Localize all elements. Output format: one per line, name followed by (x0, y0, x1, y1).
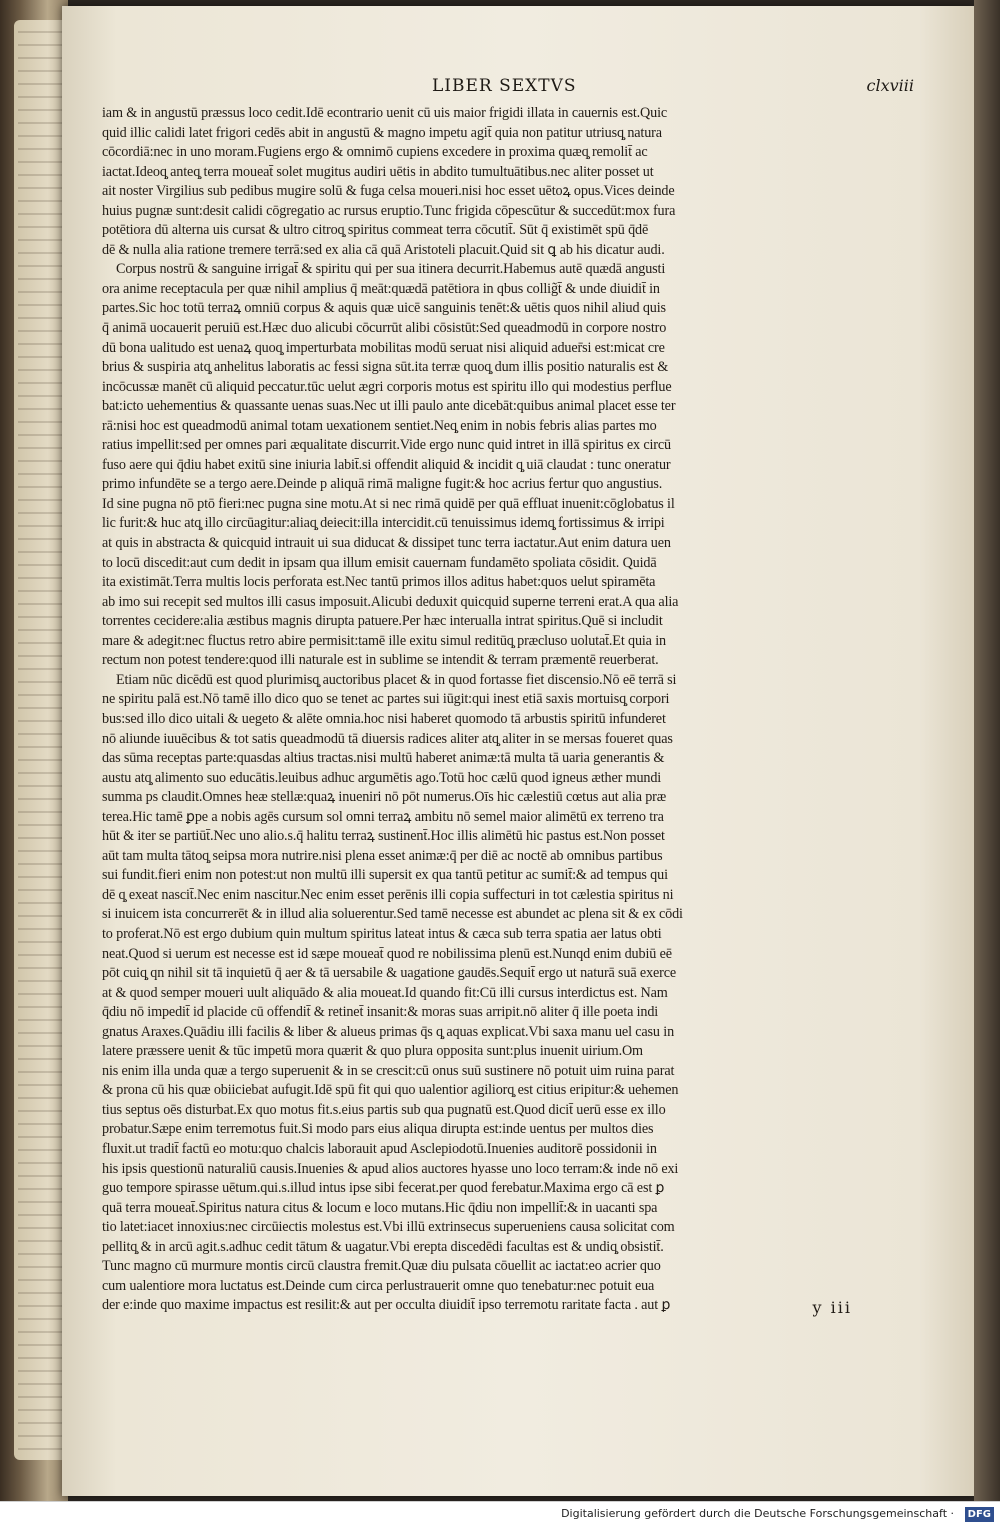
text-line: his ipsis questionū naturaliū causis.Inuenies & apud alios auctores hyasse uno loco terram:& inde nō exi (102, 1160, 679, 1177)
text-line: huius pugnæ sunt:desit calidi cōgregatio ac rursus eruptio.Tunc frigida cōpescūtur & succedūt:mox fura (102, 202, 676, 219)
text-line: at quis in abstracta & quicquid intrauit ui sua diducat & dissipet tunc terra iactatur.Aut enim datura uen (102, 535, 671, 552)
text-line: dē & nulla alia ratione tremere terrā:sed ex alia cā quā Aristoteli placuit.Quid sit ꝗ ab his dicatur audi. (102, 241, 665, 258)
text-line: probatur.Sæpe enim terremotus fuit.Si modo pars eius aliqua dirupta est:inde uentus per multos dies (102, 1121, 654, 1138)
text-line: ita existimāt.Terra multis locis perforata est.Nec tantū primos illos aditus habet:quos uelut spiramēta (102, 574, 656, 591)
signature-mark: y iii (812, 1298, 852, 1317)
text-line: Id sine pugna nō ptō fieri:nec pugna sine motu.At si nec rimā quidē per quā effluat inuenit:cōglobatus il (102, 495, 675, 512)
text-line: nō aliunde iuuēcibus & tot satis queadmodū tā diuersis radices aliter atq̧ aliter in se mersas foueret quas (102, 730, 673, 747)
text-line: sui fundit.fieri enim non potest:ut non multū illi supersit ex qua tantū petitur ac sumit̄:& ad tempus qui (102, 867, 668, 884)
text-line: hūt & iter se partiūt̄.Nec uno alio.s.q̄ halitu terraꝝ sustinent̄.Hoc illis alimētū hic pastus est.Non posset (102, 828, 665, 845)
text-line: pellitq̧ & in arcū agit.s.adhuc cedit tātum & uagatur.Vbi erepta discedēdi facultas est & undiq̧ obsistit̄. (102, 1238, 664, 1255)
text-line: gnatus Araxes.Quādiu illi facilis & liber & alueus primas q̄s q̧ aquas explicat.Vbi saxa manu uel casu in (102, 1023, 675, 1040)
text-line: neat.Quod si uerum est necesse est id sæpe moueat̄ quod re nobilissima plenū est.Nunqd enim dubiū eē (102, 945, 672, 962)
text-line: nis enim illa unda quæ a tergo superuenit & in se crescit:cū onus suū sustinere nō potuit uim ruina parat (102, 1062, 675, 1079)
text-line: partes.Sic hoc totū terraꝝ omniū corpus & aquis quæ uicē sanguinis tenēt:& uētis quos nihil aliud quis (102, 300, 666, 317)
text-block (102, 104, 912, 1316)
funding-notice: Digitalisierung gefördert durch die Deutsche Forschungsgemeinschaft · (561, 1507, 954, 1520)
text-line: to proferat.Nō est ergo dubium quin multum spiritus lateat intus & cæca sub terra spatia aer latus obti (102, 925, 662, 942)
folio-number: clxviii (866, 76, 914, 95)
text-line: guo tempore spirasse uētum.qui.s.illud intus ipse sibi fecerat.per quod ferebatur.Maxima ergo cā est ꝑ (102, 1180, 665, 1197)
text-line: das sūma receptas parte:quasdas altius tractas.nisi multū haberet animæ:tā multa tā uaria generantis & (102, 750, 665, 767)
text-line: aūt tam multa tātoq̧ seipsa mora nutrire.nisi plena esset animæ:q̄ per diē ac noctē ab omnibus partibus (102, 847, 663, 864)
text-line: latere præssere uenit & tūc impetū mora quærit & quo plura opposita sunt:plus inuenit uirium.Om (102, 1043, 643, 1060)
text-line: potētiora dū alterna uis cursat & ultro citroq̧ spiritus commeat terra cōcutit̄. Sūt q̄ existimēt spū q̄dē (102, 222, 649, 239)
text-line: ratius impellit:sed per omnes pari æqualitate discurrit.Vide ergo nunc quid intret in illā spiritus ex circū (102, 437, 671, 454)
text-line: rā:nisi hoc est queadmodū animal totam uexationem sentiet.Neq̧ enim in nobis febris alias partes mo (102, 417, 657, 434)
text-line: terea.Hic tamē ꝑpe a nobis agēs cursum sol omni terraꝝ ambitu nō semel maior alimētū ex terreno tra (102, 808, 664, 825)
text-line: iam & in angustū præssus loco cedit.Idē econtrario uenit cū uis maior frigidi illata in cauernis est.Quic (102, 105, 668, 121)
text-line: bus:sed illo dico uitali & uegeto & alēte omnia.hoc nisi haberet quomodo tā arbustis spiritū infunderet (102, 710, 666, 727)
text-line: & prona cū his quæ obiiciebat aufugit.Idē spū fit qui quo ualentior agiliorq̧ est citius eripitur:& uehemen (102, 1082, 679, 1099)
text-line: Etiam nūc dicēdū est quod plurimisq̧ auctoribus placet & in quod fortasse fiet discensio.Nō eē terrā si (116, 671, 677, 688)
text-line: cōcordiā:nec in uno moram.Fugiens ergo & omnimō cupiens excedere in proxima quæq̧ remolit̄ ac (102, 144, 648, 161)
text-line: pōt cuiq̧ qn nihil sit tā inquietū q̄ aer & tā uersabile & uagatione gaudēs.Sequit̄ ergo ut naturā suā exerce (102, 965, 677, 982)
text-line: to locū discedit:aut cum dedit in ipsam qua illum emisit cauernam fundamēto spoliata cōsidit. Quidā (102, 554, 657, 571)
text-line: fuso aere qui q̄diu habet exitū sine iniuria labit̄.si offendit aliquid & incidit q̧ uiā claudat : tunc oneratur (102, 456, 671, 473)
text-line: torrentes cecidere:alia æstibus magnis dirupta patuere.Per hæc interualla intrat spiritus.Quē si includit (102, 613, 663, 630)
text-line: at & quod semper moueri uult aliquādo & alia moueat.Id quando fit:Cū illi cursus interdictus est. Nam (102, 984, 668, 1001)
text-line: austu atq̧ alimento suo educātis.leuibus adhuc argumētis ago.Totū hoc cælū quod igneus æther mundi (102, 769, 662, 786)
page-fore-edge (974, 0, 1000, 1502)
dfg-logo: DFG (965, 1507, 994, 1522)
text-line: mare & adegit:nec fluctus retro abire permisit:tamē ille exitu simul reditūq̧ præcluso uolutat̄.Et quia in (102, 632, 666, 649)
text-line: dū bona ualitudo est uenaꝝ quoq̧ imperturbata mobilitas modū seruat nisi aliquid aduer̄si est:micat cre (102, 339, 665, 356)
text-line: rectum non potest tendere:quod illi naturale est in sublime se intendit & terram præmentē reuerberat. (102, 652, 659, 669)
text-line: tius septus oēs disturbat.Ex quo motus fit.s.eius partis sub qua pugnatū est.Quod dicit̄ uerū esse ex illo (102, 1101, 666, 1118)
text-line: ab imo sui recepit sed multos illi casus imposuit.Alicubi deduxit quicquid superne terreni erat.A qua alia (102, 593, 679, 610)
text-line: iactat.Ideoq̧ anteq̧ terra moueat̄ solet mugitus audiri uētis in abdito tumultuātibus.nec aliter posset ut (102, 163, 654, 180)
text-line: cum ualentiore mora luctatus est.Deinde cum circa perlustrauerit omne quo tenebatur:nec potuit eua (102, 1277, 655, 1294)
text-line: quā terra moueat̄.Spiritus natura citus & locum e loco mutans.Hic q̄diu non impellit̄:& in uacanti spa (102, 1199, 658, 1216)
text-line: incōcussæ manēt cū aliquid peccatur.tūc uelut ægri corporis motus est spiritu illo qui modestius perflue (102, 378, 672, 395)
text-line: brius & suspiria atq̧ anhelitus laboratis ac fessi signa sūt.ita terræ quoq̧ dum illis positio naturalis est & (102, 359, 669, 376)
text-line: ora anime receptacula per quæ nihil amplius q̄ meāt:quædā patētiora in qbus collig̃t̄ & unde diuidit̄ in (102, 280, 660, 297)
text-line: summa ps claudit.Omnes heæ stellæ:quaꝝ inueniri nō pōt numerus.Oīs hic cælestiū cœtus aut alia præ (102, 789, 667, 806)
text-line: Tunc magno cū murmure montis circū claustra fremit.Quæ diu pulsata cōuellit ac iactat:eo acrier quo (102, 1258, 661, 1275)
footer-bar (0, 1501, 1000, 1527)
text-line: der e:inde quo maxime impactus est resilit:& aut per occulta diuidit̄ ipso terremotu raritate facta . aut ꝑ (102, 1297, 671, 1314)
text-line: si inuicem ista concurrerēt & in illud alia soluerentur.Sed tamē necesse est abundet ac plena sit & ex cōdi (102, 906, 683, 923)
text-line: ait noster Virgilius sub pedibus mugire solū & fuga celsa moueri.nisi hoc esset uētoꝝ opus.Vices deinde (102, 183, 675, 200)
text-line: ne spiritu palā est.Nō tamē illo dico quo se tenet ac partes sui iūgit:qui inest etiā saxis mortuisq̧ corpori (102, 691, 670, 708)
text-line: Corpus nostrū & sanguine irrigat̄ & spiritu qui per sua itinera decurrit.Habemus autē quædā angusti (116, 261, 666, 278)
text-line: q̄ animā uocauerit peruiū est.Hæc duo alicubi cōcurrūt alibi cōsistūt:Sed queadmodū in corpore nostro (102, 320, 667, 337)
text-line: primo infundēte se a tergo aere.Deinde p aliquā rimā maligne fugit:& hoc acrius fertur quo angustius. (102, 476, 663, 493)
text-line: q̄diu nō impedit̄ id placide cū offendit̄ & retinet̄ insanit:& moras suas arripit.nō aliter q̄ ille poeta indi (102, 1004, 659, 1021)
book-page (62, 6, 974, 1496)
text-line: fluxit.ut tradit̄ factū eo motu:quo chalcis laborauit apud Asclepiodotū.Inuenies auditorē possidonii in (102, 1140, 657, 1157)
text-line: bat:icto uehementius & quassante uenas suas.Nec ut illi paulo ante dicebāt:quibus animal placet esse ter (102, 398, 676, 415)
text-line: lic furit:& huc atq̧ illo circūagitur:aliaq̧ deiecit:illa intercidit.cū tenuissimus idemq̧ fortissimus & irripi (102, 515, 665, 532)
running-head: LIBER SEXTVS (432, 76, 577, 96)
text-line: dē q̧ exeat nascit̄.Nec enim nascitur.Nec enim esset perēnis illi copia suffecturi in tot cælestia spiritus ni (102, 886, 674, 903)
page-header (142, 76, 914, 102)
text-line: quid illic calidi latet frigori cedēs abit in angustū & magno impetu agit̄ quia non patitur utriusq̧ natura (102, 124, 662, 141)
text-line: tio latet:iacet innoxius:nec circūiectis molestus est.Vbi illū extrinsecus superueniens causa solicitat com (102, 1219, 675, 1236)
